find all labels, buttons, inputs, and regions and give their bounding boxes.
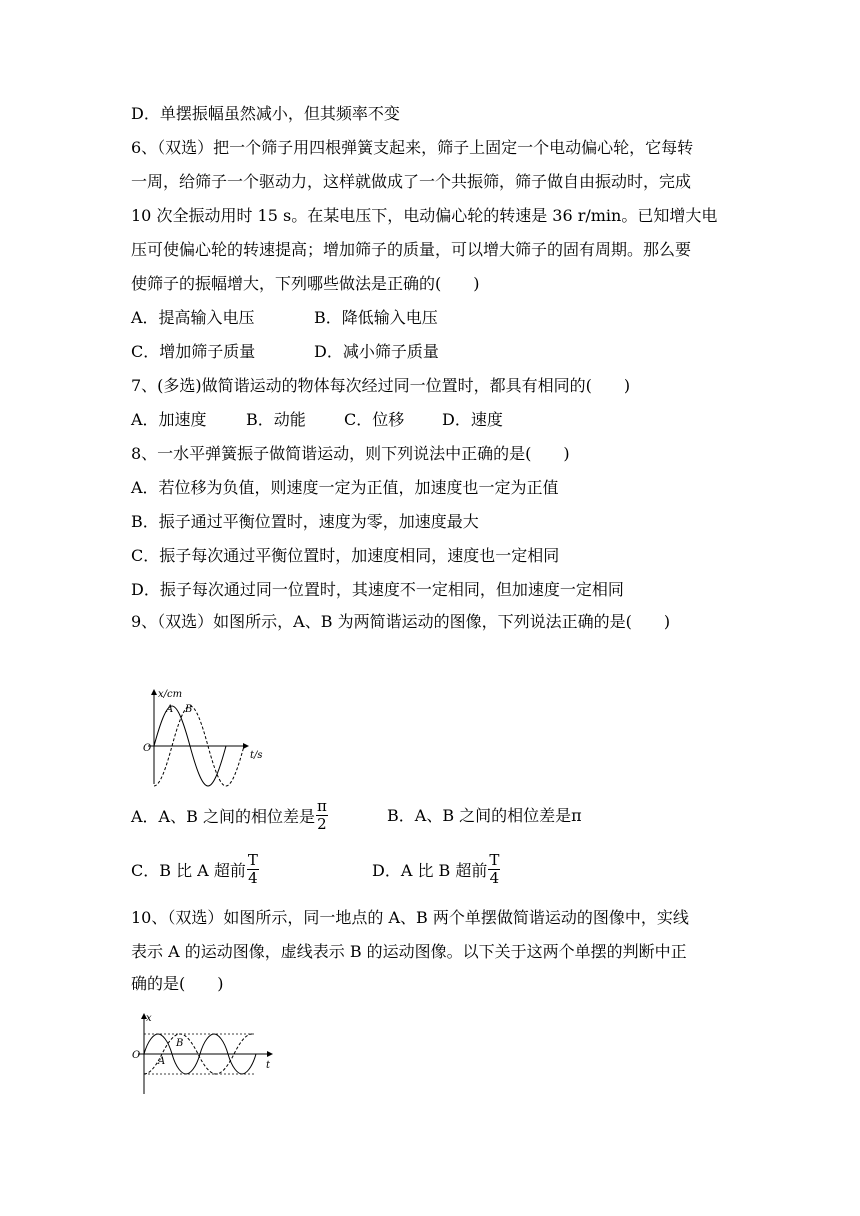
q6-option-c: C．增加筛子质量 [131,342,256,361]
q9-option-c-fraction [247,852,259,887]
q9-option-b: B．A、B 之间的相位差是π [387,806,582,825]
q9-option-a-numerator: π [316,797,327,815]
q6-stem-line-4: 压可使偏心轮的转速提高；增加筛子的质量，可以增大筛子的固有周期。那么要 [131,240,692,259]
q5-option-d: D．单摆振幅虽然减小，但其频率不变 [131,104,400,123]
q8-option-a: A．若位移为负值，则速度一定为正值，加速度也一定为正值 [131,478,559,497]
q9-option-d-denominator: 4 [489,869,500,887]
q10-curve-b-label: B [176,1038,184,1049]
q9-option-c-numerator: T [247,851,258,869]
q6-option-d: D．减小筛子质量 [314,342,439,361]
q9-option-c-denominator: 4 [248,869,258,887]
q10-x-axis-label: t [266,1060,271,1071]
q7-option-b: B．动能 [246,410,306,429]
q10-curve-a-label: A [158,1056,166,1067]
q9-option-d-numerator: T [489,851,500,869]
q9-option-d [372,851,500,889]
q6-stem-line-2: 一周，给筛子一个驱动力，这样就做成了一个共振筛，筛子做自由振动时，完成 [131,172,692,191]
q9-stem: 9、（双选）如图所示，A、B 为两简谐运动的图像，下列说法正确的是( ) [131,612,671,631]
q7-option-c: C．位移 [344,410,405,429]
q9-option-a [131,797,328,835]
q9-x-axis-label: t/s [250,750,263,761]
q8-option-b: B．振子通过平衡位置时，速度为零，加速度最大 [131,512,479,531]
q9-origin-label: O [143,743,152,754]
q9-curve-a-label: A [166,704,174,715]
q9-oscillation-graph [140,684,270,789]
q9-option-a-text: A．A、B 之间的相位差是 [131,807,315,826]
q9-option-a-fraction [316,798,328,833]
q9-option-c [131,851,259,889]
q8-stem: 8、一水平弹簧振子做简谐运动，则下列说法中正确的是( ) [131,444,570,463]
q6-stem-line-1: 6、（双选）把一个筛子用四根弹簧支起来，筛子上固定一个电动偏心轮，它每转 [131,138,694,157]
q9-option-d-fraction [488,852,500,887]
q10-pendulum-graph [128,1010,278,1096]
q10-y-axis-label: x [146,1013,152,1024]
q10-stem-line-2: 表示 A 的运动图像，虚线表示 B 的运动图像。以下关于这两个单摆的判断中正 [131,942,687,961]
q6-option-a: A．提高输入电压 [131,308,255,327]
q8-option-d: D．振子每次通过同一位置时，其速度不一定相同，但加速度一定相同 [131,580,624,599]
q8-option-c: C．振子每次通过平衡位置时，加速度相同，速度也一定相同 [131,546,560,565]
q6-option-b: B．降低输入电压 [314,308,438,327]
q10-stem-line-3: 确的是( ) [131,974,224,993]
q9-option-c-text: C．B 比 A 超前 [131,861,246,880]
q10-origin-label: O [132,1050,141,1061]
q7-stem: 7、(多选)做简谐运动的物体每次经过同一位置时，都具有相同的( ) [131,376,631,395]
q10-stem-line-1: 10、（双选）如图所示，同一地点的 A、B 两个单摆做简谐运动的图像中，实线 [131,908,689,927]
q9-curve-b-label: B [185,704,193,715]
q6-stem-line-3: 10 次全振动用时 15 s。在某电压下，电动偏心轮的转速是 36 r/min。已知增大电 [131,206,718,225]
q9-option-d-text: D．A 比 B 超前 [372,861,488,880]
q6-stem-line-5: 使筛子的振幅增大，下列哪些做法是正确的( ) [131,274,480,293]
q7-option-a: A．加速度 [131,410,207,429]
q9-option-a-denominator: 2 [317,815,327,833]
q9-y-axis-label: x/cm [158,689,183,700]
q7-option-d: D．速度 [442,410,503,429]
